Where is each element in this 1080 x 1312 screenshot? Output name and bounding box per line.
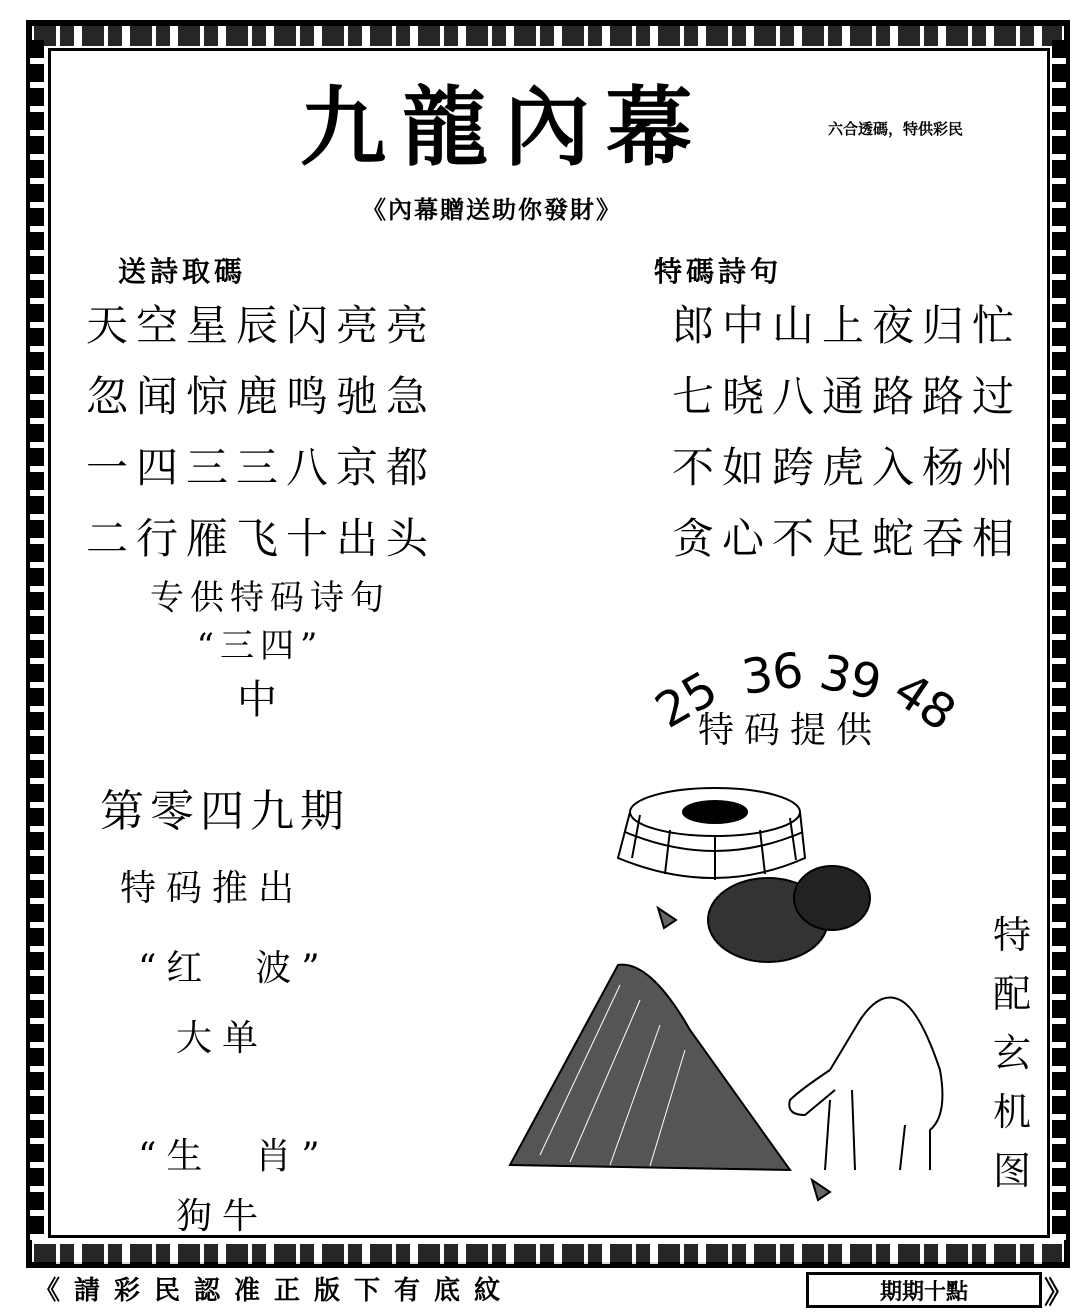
wave-value: 大单	[176, 1018, 269, 1059]
right-poem-line: 七晓八通路路过	[672, 372, 1023, 421]
zodiac-label: “生 肖”	[138, 1136, 330, 1177]
right-heading: 特碼詩句	[654, 255, 783, 288]
left-poem-line: 二行雁飞十出头	[86, 514, 437, 563]
side-note: 六合透碼，特供彩民	[828, 120, 964, 138]
push-label: 特码推出	[120, 868, 305, 909]
camel	[789, 998, 942, 1171]
right-poem-line: 贪心不足蛇吞相	[672, 514, 1023, 563]
number-item: 25	[646, 660, 727, 740]
left-poem-line: 一四三三八京都	[86, 443, 437, 492]
left-heading: 送詩取碼	[118, 255, 247, 288]
vertical-char: 特	[992, 913, 1031, 957]
mountain	[510, 965, 790, 1170]
left-decorative-border	[30, 40, 44, 1240]
numbers-caption: 特码提供	[698, 710, 883, 751]
vertical-char: 图	[992, 1149, 1031, 1193]
subtitle: 《內幕贈送助你發財》	[362, 195, 622, 224]
bottom-close-mark: 》	[1044, 1276, 1074, 1311]
number-item: 39	[814, 644, 887, 712]
special-note: 专供特码诗句	[150, 578, 390, 618]
vertical-char: 机	[992, 1090, 1031, 1134]
bottom-decorative-border	[34, 1244, 1062, 1264]
well-opening	[683, 801, 747, 823]
zodiac-value: 狗牛	[176, 1196, 269, 1237]
number-item: 36	[738, 642, 807, 706]
left-poem-line: 忽闻惊鹿鸣驰急	[86, 372, 437, 421]
desert-illustration	[500, 770, 970, 1210]
top-decorative-border	[34, 26, 1062, 46]
quote-text: “三四”	[196, 626, 324, 666]
left-poem	[86, 301, 437, 589]
vertical-char: 配	[992, 972, 1031, 1016]
vertical-char: 玄	[992, 1031, 1031, 1075]
right-poem	[672, 301, 1023, 589]
wave-label: “红 波”	[138, 948, 330, 989]
bottom-box: 期期十點	[806, 1272, 1042, 1308]
page-title: 九龍內幕	[300, 77, 708, 178]
vertical-caption	[990, 906, 1034, 1201]
right-poem-line: 郎中山上夜归忙	[672, 301, 1023, 350]
issue-number: 第零四九期	[100, 786, 350, 837]
result-text: 中	[237, 677, 283, 723]
left-poem-line: 天空星辰闪亮亮	[86, 301, 437, 350]
right-decorative-border	[1052, 40, 1066, 1240]
number-item: 48	[883, 661, 966, 743]
rock	[794, 866, 870, 930]
right-poem-line: 不如跨虎入杨州	[672, 443, 1023, 492]
bottom-banner: 《請彩民認准正版下有底紋	[34, 1276, 515, 1306]
